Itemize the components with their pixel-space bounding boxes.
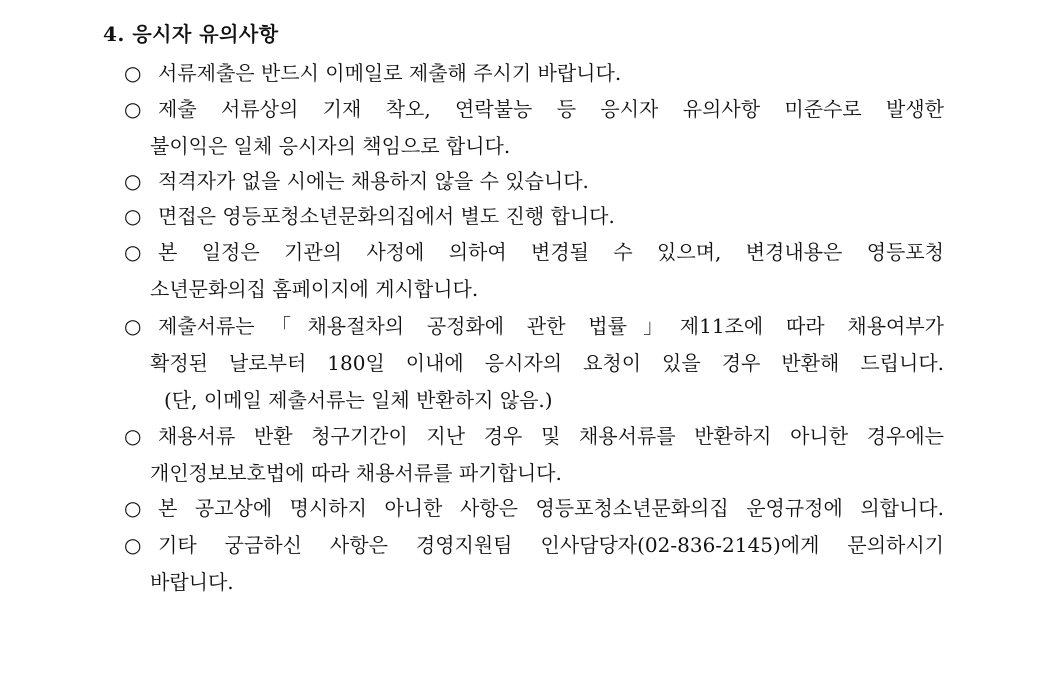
item-text-line: 불이익은 일체 응시자의 책임으로 합니다. <box>150 134 511 158</box>
list-item <box>124 91 944 165</box>
item-text-line: 면접은 영등포청소년문화의집에서 별도 진행 합니다. <box>158 204 615 228</box>
item-text-line: 개인정보보호법에 따라 채용서류를 파기합니다. <box>150 461 562 485</box>
circle-bullet-icon: ○ <box>124 533 142 557</box>
list-item <box>124 163 944 200</box>
list-item <box>124 198 944 235</box>
circle-bullet-icon: ○ <box>124 97 142 121</box>
circle-bullet-icon: ○ <box>124 424 142 448</box>
section-heading: 4. 응시자 유의사항 <box>103 22 279 46</box>
item-text-line: 본 일정은 기관의 사정에 의하여 변경될 수 있으며, 변경내용은 영등포청 <box>158 240 944 264</box>
circle-bullet-icon: ○ <box>124 314 142 338</box>
item-text-line: 제출 서류상의 기재 착오, 연락불능 등 응시자 유의사항 미준수로 발생한 <box>158 97 944 121</box>
circle-bullet-icon: ○ <box>124 240 142 264</box>
item-text-line: 바랍니다. <box>150 570 234 594</box>
list-item <box>124 418 944 492</box>
item-text-line: 소년문화의집 홈페이지에 게시합니다. <box>150 277 479 301</box>
list-item <box>124 527 944 601</box>
list-item <box>124 490 944 527</box>
item-text-line: 제출서류는「채용절차의 공정화에 관한 법률」제11조에 따라 채용여부가 <box>158 314 944 338</box>
list-item <box>124 234 944 308</box>
item-text-line: 확정된 날로부터 180일 이내에 응시자의 요청이 있을 경우 반환해 드립니다. <box>150 351 944 375</box>
item-text-line: (단, 이메일 제출서류는 일체 반환하지 않음.) <box>164 388 553 412</box>
circle-bullet-icon: ○ <box>124 204 142 228</box>
item-text-line: 본 공고상에 명시하지 아니한 사항은 영등포청소년문화의집 운영규정에 의합니다. <box>158 496 944 520</box>
circle-bullet-icon: ○ <box>124 61 142 85</box>
item-text-line: 적격자가 없을 시에는 채용하지 않을 수 있습니다. <box>158 169 589 193</box>
item-text-line: 서류제출은 반드시 이메일로 제출해 주시기 바랍니다. <box>158 61 622 85</box>
list-item <box>124 308 944 419</box>
circle-bullet-icon: ○ <box>124 496 142 520</box>
item-text-line: 채용서류 반환 청구기간이 지난 경우 및 채용서류를 반환하지 아니한 경우에는 <box>158 424 944 448</box>
list-item <box>124 55 944 92</box>
item-text-line: 기타 궁금하신 사항은 경영지원팀 인사담당자(02-836-2145)에게 문의하시기 <box>158 533 944 557</box>
circle-bullet-icon: ○ <box>124 169 142 193</box>
